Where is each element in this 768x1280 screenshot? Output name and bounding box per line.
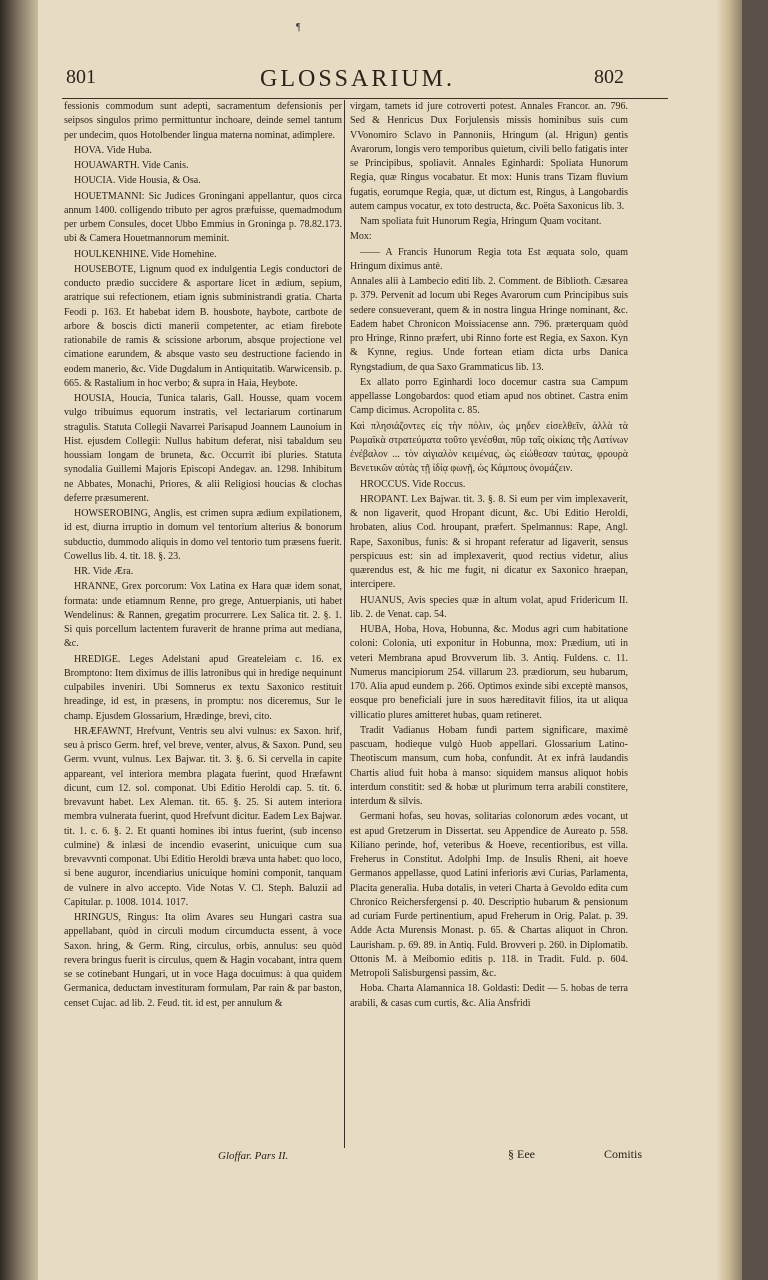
entry-paragraph: HROCCUS. Vide Roccus. xyxy=(360,478,466,490)
page-number-right: 802 xyxy=(594,66,624,88)
entry-paragraph: HR. Vide Æra. xyxy=(74,566,134,577)
verse-quote: —— A Francis Hunorum Regia tota Est æquata solo, quam Hringum diximus antè. xyxy=(350,246,628,272)
entry-paragraph: HOWSEROBING, Anglis, est crimen supra ædium expilationem, id est, diurna irruptio in domum vel tentorium alterius & bonorum subductio, dummodo aliquis in domo vel tentorio tum præsens fuerit. Cowellus lib. 4. tit. 18. §. 23. xyxy=(64,508,342,562)
entry-paragraph: Tradit Vadianus Hobam fundi partem significare, maximè pascuam, hodieque vulgò Huob appellari. Glossarium Latino-Theotiscum mansum, cum hoba, confundit. At ex infrà laudandis Chartis aliud fuit hoba à manso: siquidem mansus aliquot hobis interdum constitit: sed & hobæ ut plurimum terra arabili constitere, interdum & silvis. xyxy=(350,724,628,807)
entry-paragraph: HUANUS, Avis species quæ in altum volat, apud Fridericum II. lib. 2. de Venat. cap. 54. xyxy=(350,594,628,620)
entry-paragraph: HRÆFAWNT, Hrefvunt, Ventris seu alvi vulnus: ex Saxon. hrif, seu à prisco Germ. href, vel breve, venter, alvus, & Saxon. Pund, seu Germ. vvunt, vulnus. Lex Bajwar. tit. 3. §. 6. Si cervella in capite appareant, vel interiora membra plagata fuerint, quod Hræfawnt dicunt, cum 12. sol. componat. Ubi Editio Heroldi cap. 5. tit. 6. brevavunt habet. Lex Aleman. tit. 65. §. 25. Si autem interiora membra vulnerata fuerint, quod Hrefvunt dicitur. Eadem Lex Bajwar. tit. 1. c. 6. §. 2. Et quanti homines ibi intus fuerint, (sub incenso culmine) & inlæsi de incendio evaserint, unicuique cum sua brevavvnti componat. Ubi Editio Heroldi bræva unta habet: quo loco, si bene auguror, incendiarius unicuique homini componit, tanquam de vulnere in alvo accepto. Vide Notas V. Cl. Steph. Baluzii ad Capitular. p. 1008. 1014. 1017. xyxy=(64,725,342,908)
header-rule xyxy=(62,98,668,99)
entry-paragraph: HOULKENHINE. Vide Homehine. xyxy=(74,248,217,260)
entry-paragraph: HUBA, Hoba, Hova, Hobunna, &c. Modus agri cum habitatione coloni: Colonia, uti exponitur in Hobunna, mox: Prædium, uti in veteri Membrana apud Brovverum lib. 3. Antiq. Fuldens. c. 11. Numerus mancipiorum 254. villarum 23. prædiorum, seu hubarum, 170. Alia apud eundem p. 266. Optimos exinde sibi exceptè mansos, eosque pro beneficiali jure in suos hæreditavit filios, ita ut aliqua villicatio plures amitteret hubas, quam retineret. xyxy=(350,624,628,721)
entry-paragraph: Hoba. Charta Alamannica 18. Goldasti: Dedit — 5. hobas de terra arabili, & casas cum curtis, &c. Alia Ansfridi xyxy=(350,983,628,1009)
footer-pars: Gloffar. Pars II. xyxy=(218,1150,289,1162)
page-number-left: 801 xyxy=(66,66,96,88)
column-divider xyxy=(344,100,345,1148)
book-gutter xyxy=(0,0,38,1280)
entry-paragraph: HROPANT. Lex Bajwar. tit. 3. §. 8. Si eum per vim implexaverit, & non ligaverit, quod Hropant dicunt, &c. Ubi Editio Heroldi, hrobaten, alius Cod. hroupant, præfert. Spelmannus: Rape, Angl. Rape, Saxonibus, funis: & si hropant referatur ad ligaverit, sensus perspicuus est: sin ad implexaverit, quod rectius videtur, alius quærendus est, & hic me fugit, ni dicatur ex Saxonico hraepan, intercipere. xyxy=(350,493,628,591)
entry-paragraph: Ex allato porro Eginhardi loco docemur castra sua Campum appellasse Longobardos: quod etiam apud nos obtinet. Castra enim Camp dicimus. Acropolita c. 85. xyxy=(350,376,628,417)
entry-paragraph: HRANNE, Grex porcorum: Vox Latina ex Hara quæ idem sonat, formata: unde etiamnum Renne, pro grege, Antuerpianis, uti habet Wendelinus: & Rannen, gregatim procurrere. Lex Salica tit. 2. §. 1. Si quis porcellum lactentem furaverit de hranne prima aut mediana, &c. xyxy=(64,581,342,650)
catchword: Comitis xyxy=(604,1147,643,1161)
entry-paragraph: Germani hofas, seu hovas, solitarias colonorum ædes vocant, ut est apud Gretzerum in Dissertat. seu Appendice de Aureato p. 558. Kiliano perinde, hof, veteribus & Hoeve, recentioribus, est villa. Freherus in Constitut. Adolphi Imp. de Insulis Rheni, ait hoeve Germanos appellasse, quod Latini inferioris ævi Curias, Parlamenta, Placita generalia. Huba dotalis, in veteri Charta à Gevoldo edita cum Chronico Reichersfergensi p. 40. Descriptio hubarum & pensionum ad curiam Furde pertinentium, apud Freherum in Orig. Palat. p. 39. Adde Acta Murensis Monast. p. 65. & Chartas aliquot in Chron. Laurisham. p. 69. 89. in Antiq. Fuld. Brovveri p. 260. in Diplomatib. Ottonis M. à Meibomio editis p. 118. in Tradit. Fuld. p. 604. Metropoli Salisburgensi passim, &c. xyxy=(350,811,628,979)
verse-quote: Nam spoliata fuit Hunorum Regia, Hringum Quam vocitant. xyxy=(360,216,602,227)
entry-paragraph: HOUAWARTH. Vide Canis. xyxy=(74,160,189,171)
entry-paragraph: HREDIGE. Leges Adelstani apud Greateleiam c. 16. ex Bromptono: Item diximus de illis latronibus qui in hredige nequinunt culpabiles inveniri. Ubi Somnerus ex textu Saxonico restituit hreadinge, id est, in præsens, in promptu: nos diceremus, Sur le champ. Ejusdem Glossarium, Hrædinge, brevi, cito. xyxy=(64,653,342,722)
entry-paragraph: HOUSEBOTE, Lignum quod ex indulgentia Legis conductori de conducto prædio succidere & asportare licet in ædium, sepium, aratrique sui refectionem, etiam ignis subministrandi gratia. Charta Feodi p. 163. Et habebat idem B. housbote, haybote, cartbote de arbore & boscis dicti manerii competenter, ac etiam firebote rationabile de ramis & scissione arborum, absque projectione vel cimatione earundem, & absque vasto seu destructione faciendo in eodem manerio, &c. Vide Dugdalum in Antiquitatib. Warwicensib. p. 665. & Rastalium in hoc verbo; & supra in Haia, Heybote. xyxy=(64,263,342,389)
page-mark: ¶ xyxy=(296,22,301,33)
right-column xyxy=(350,100,628,1012)
entry-paragraph: HOVA. Vide Huba. xyxy=(74,144,152,156)
book-page xyxy=(38,0,742,1280)
running-title: GLOSSARIUM. xyxy=(260,66,456,92)
page-edge xyxy=(716,0,742,1280)
entry-paragraph: HOUETMANNI: Sic Judices Groningani appellantur, quos circa annum 1400. colligendo tributo per agros præfuisse, quemadmodum per urbem Consules, docet Ubbo Emmius in Groninga p. 78.82.173. ubi & Camera Houetmannorum meminit. xyxy=(64,190,342,245)
entry-paragraph: HOUCIA. Vide Housia, & Osa. xyxy=(74,175,201,187)
entry-paragraph: Mox: xyxy=(350,231,372,243)
greek-quote: Καὶ πλησιάζοντες εἰς τὴν πόλιν, ὡς μηδεν εἰσελθεῖν, ἀλλὰ τὰ Ρωμαϊκὰ στρατεύματα τοῦτο γενέσθαι, πῦρ ταῖς οἰκίαις τῆς Λατίνων ἐνέβαλον ... τὸν αἰγιαλὸν κειμένας, ὡς εἰώθεσαν ταύτας, φρουρὰ Βενετικῶν αὐτὰς τῇ ἰδίᾳ φωνῇ, ὡς Κάμπους ὀνομάζειν. xyxy=(350,420,628,475)
entry-paragraph: Annales alii à Lambecio editi lib. 2. Comment. de Biblioth. Cæsarea p. 379. Pervenit ad locum ubi Reges Avarorum cum Principibus suis sedere consueverant, quem & in nostra lingua Hringe nominant, &c. Eadem habet Chronicon Moissiacense ann. 796. præterquam quòd pro Hringe, Rinno præfert, ubi Rinno forte est Regia, ex Saxon. Kyn & Kynne, regius. Unde fortean etiam dicta urbs Danica Ryngstadium, de qua Saxo Grammaticus lib. 13. xyxy=(350,276,628,373)
entry-paragraph: fessionis commodum sunt adepti, sacramentum defensionis per seipsos singulos primo permittuntur inchoare, deinde semel tantum per undecim, quos Hotolbender lingua materna nominat, adimplere. xyxy=(64,101,342,141)
entry-paragraph: HRINGUS, Ringus: Ita olim Avares seu Hungari castra sua appellabant, quòd in circuli modum circumducta essent, à voce Saxon. hring, & Germ. Ring, circulus, orbis, annulus: seu quòd revera bringus fuerit is circulus, quem & Hagin vocabant, intra quem se se cotinebant Hungari, ut in voce Haga docuimus: à qua quidem Germanica, deductam investituram formulam, Par rain & par baston, censet Cujac. ad lib. 2. Feud. tit. id est, per annulum & xyxy=(64,912,342,1009)
entry-paragraph: virgam, tamets id jure cotroverti potest. Annales Francor. an. 796. Sed & Henricus Dux Forjulensis missis hominibus suis cum VVonomiro Sclavo in Pannoniis, Hringum (al. Hrigun) gentis Avarorum, longis vero temporibus quietum, civili bello fatigatis inter se Principibus, spoliavit. Annales Eginhardi: Spoliata Hunorum Regia, quæ Ringus vocabatur. Et mox: Hunis trans Tizam fluvium fugatis, eorumque Regia, quæ, ut dictum est, Ringus, à Langobardis autem campus vocatur, ex toto destructa, &c. Poëta Saxonicus lib. 3. xyxy=(350,101,628,212)
left-column xyxy=(64,100,342,1012)
signature-mark: § Eee xyxy=(508,1147,535,1161)
entry-paragraph: HOUSIA, Houcia, Tunica talaris, Gall. Housse, quam vocem vulgo tribuimus equorum instratis, vel lectariarum cortinarum stragulis. Statuta Collegii Navarrei Parisapud Joannem Launoium in Hist. ejusdem Collegii: Nullus habitum deferat, nisi tabaldum seu houssiam longam de bruneta, &c. Occurrit ibi pluries. Statuta synodalia Guillemi Majoris Episcopi Andegav. an. 1298. Inhibitum ne Abbates, Monachi, Priores, & alii Religiosi houcias & clochas deferre præsumerent. xyxy=(64,393,342,504)
